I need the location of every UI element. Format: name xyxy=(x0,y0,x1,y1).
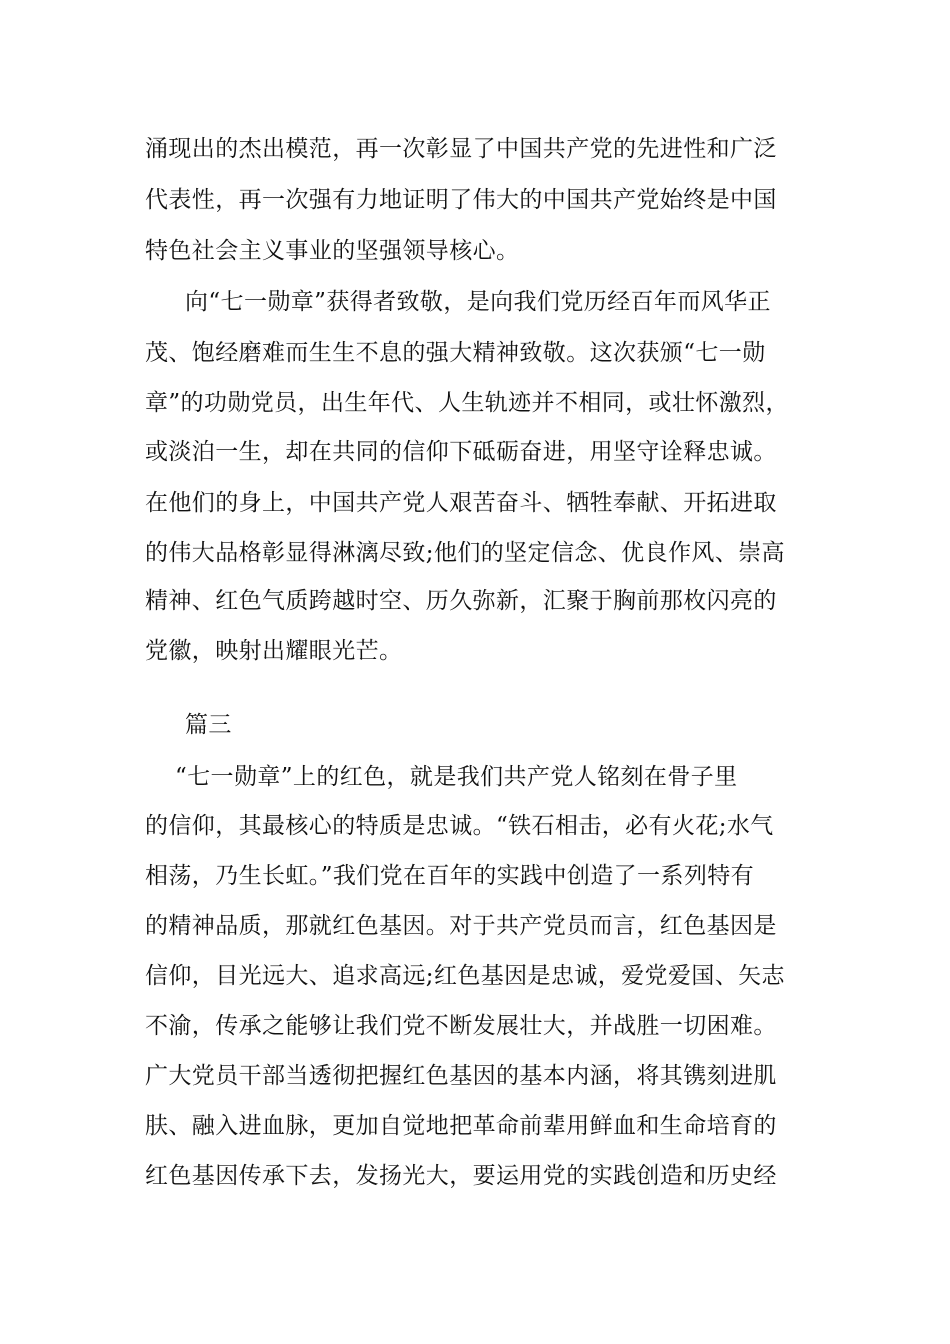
section-heading: 篇三 xyxy=(185,712,232,738)
text-line: 党徽，映射出耀眼光芒。 xyxy=(145,638,403,664)
text-line: 肤、融入进血脉，更加自觉地把革命前辈用鲜血和生命培育的 xyxy=(145,1113,777,1139)
text-line: 相荡，乃生长虹。”我们党在百年的实践中创造了一系列特有 xyxy=(145,863,755,889)
text-line: 特色社会主义事业的坚强领导核心。 xyxy=(145,238,520,264)
paragraph-start-line: 向“七一勋章”获得者致敬，是向我们党历经百年而风华正 xyxy=(185,289,771,315)
text-line: 精神、红色气质跨越时空、历久弥新，汇聚于胸前那枚闪亮的 xyxy=(145,588,777,614)
paragraph-start-line: “七一勋章”上的红色，就是我们共产党人铭刻在骨子里 xyxy=(175,764,738,790)
text-line: 红色基因传承下去，发扬光大，要运用党的实践创造和历史经 xyxy=(145,1163,777,1189)
text-line: 的伟大品格彰显得淋漓尽致;他们的坚定信念、优良作风、崇高 xyxy=(145,540,785,566)
text-line: 信仰，目光远大、追求高远;红色基因是忠诚，爱党爱国、矢志 xyxy=(145,963,785,989)
text-line: 茂、饱经磨难而生生不息的强大精神致敬。这次获颁“七一勋 xyxy=(145,340,766,366)
text-line: 在他们的身上，中国共产党人艰苦奋斗、牺牲奉献、开拓进取 xyxy=(145,490,777,516)
text-line: 涌现出的杰出模范，再一次彰显了中国共产党的先进性和广泛 xyxy=(145,136,777,162)
text-line: 广大党员干部当透彻把握红色基因的基本内涵，将其镌刻进肌 xyxy=(145,1063,777,1089)
text-line: 或淡泊一生，却在共同的信仰下砥砺奋进，用坚守诠释忠诚。 xyxy=(145,439,777,465)
text-line: 的精神品质，那就红色基因。对于共产党员而言，红色基因是 xyxy=(145,913,777,939)
text-line: 代表性，再一次强有力地证明了伟大的中国共产党始终是中国 xyxy=(145,187,777,213)
text-line: 不渝，传承之能够让我们党不断发展壮大，并战胜一切困难。 xyxy=(145,1013,777,1039)
text-line: 章”的功勋党员，出生年代、人生轨迹并不相同，或壮怀激烈， xyxy=(145,390,789,416)
text-line: 的信仰，其最核心的特质是忠诚。“铁石相击，必有火花;水气 xyxy=(145,813,774,839)
